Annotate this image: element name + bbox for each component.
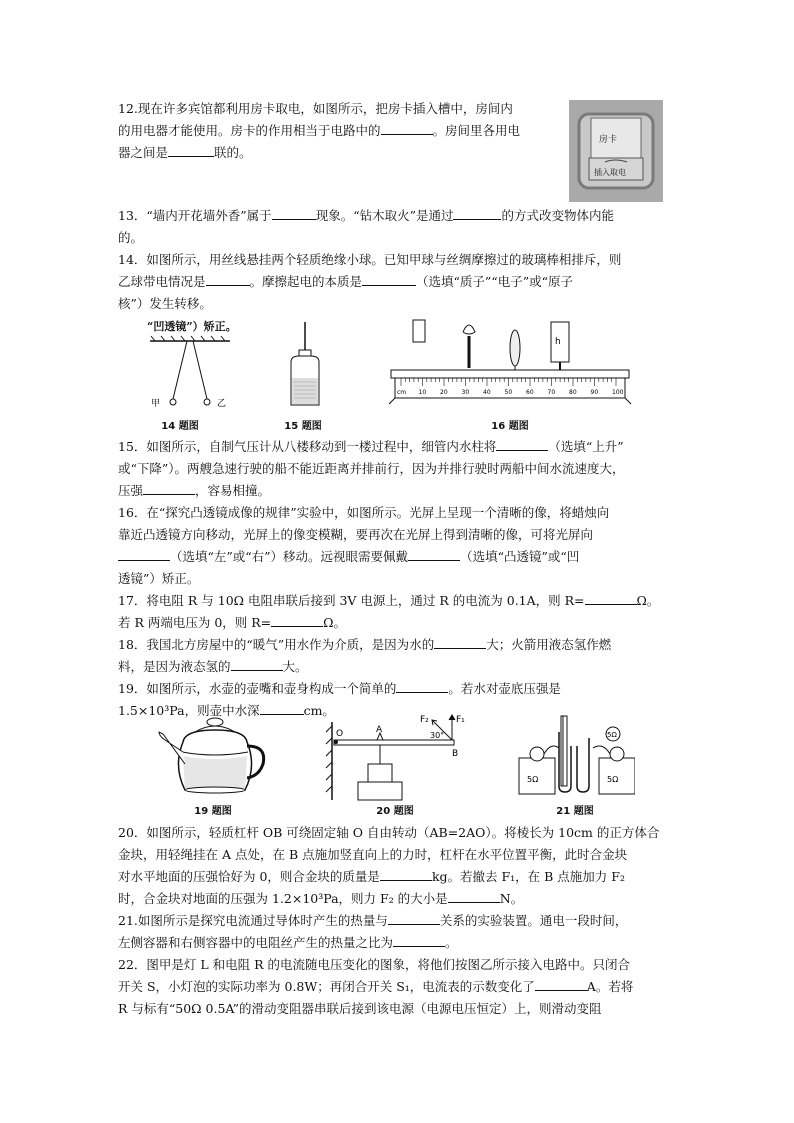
answer-blank[interactable]: [143, 481, 195, 495]
question-15: [118, 436, 688, 502]
q20-line-3: 对水平地面的压强恰好为 0，则合金块的质量是 kg。若撤去 F₁，在 B 点施加力 F₂: [118, 869, 625, 884]
svg-text:h: h: [555, 337, 561, 347]
caption-16: 16 题图: [491, 421, 529, 432]
caption-14: 14 题图: [161, 421, 199, 432]
overflow-text: “凹透镜”）矫正。: [147, 320, 237, 333]
q20-line-2: 金块，用轻绳挂在 A 点处，在 B 点施加竖直向上的力时，杠杆在水平位置平衡，此时合金块: [118, 847, 628, 862]
figure-16: [385, 318, 635, 417]
answer-blank[interactable]: [535, 977, 587, 991]
answer-blank[interactable]: [434, 635, 486, 649]
q22-line-2: 开关 S，小灯泡的实际功率为 0.8W；再闭合开关 S₁，电流表的示数变化了 A。若将: [118, 979, 634, 994]
q14-line-2: 乙球带电情况是 。摩擦起电的本质是 （选填“质子”“电子”或“原子: [118, 274, 573, 289]
q16-line-1: 16．在“探究凸透镜成像的规律”实验中，如图所示。光屏上呈现一个清晰的像，将蜡烛向: [118, 505, 610, 520]
q16-line-3: （选填“左”或“右”）移动。远视眼需要佩戴 （选填“凸透镜”或“凹: [118, 546, 688, 568]
figure-21: [515, 712, 635, 808]
answer-blank[interactable]: [231, 657, 283, 671]
q14-line-1: 14．如图所示，用丝线悬挂两个轻质绝缘小球。已知甲球与丝绸摩擦过的玻璃棒相排斥，则: [118, 252, 622, 267]
label-b: B: [452, 749, 459, 759]
q13-line-1: 13．“墙内开花墙外香”属于 现象。“钻木取火”是通过 的方式改变物体内能: [118, 208, 614, 223]
label-f2: F₂: [420, 715, 429, 725]
ruler-tick-label: 10: [418, 389, 427, 396]
caption-20: 20 题图: [376, 806, 414, 817]
ruler-tick-label: cm: [397, 389, 407, 396]
q13-line-2: 的。: [118, 230, 144, 245]
q12-line-3: 器之间是 联的。: [118, 145, 252, 160]
q22-line-1: 22．图甲是灯 L 和电阻 R 的电流随电压变化的图象，将他们按图乙所示接入电路中。只闭合: [118, 957, 631, 972]
question-13: [118, 205, 678, 249]
room-card-image: [569, 100, 663, 202]
ruler-tick-label: 20: [440, 389, 448, 396]
caption-21: 21 题图: [556, 806, 594, 817]
lever-diagram: [320, 712, 470, 804]
question-14: [118, 249, 688, 315]
answer-blank[interactable]: [585, 591, 637, 605]
question-18: [118, 634, 688, 678]
q14-line-3: 核”）发生转移。: [118, 296, 212, 311]
label-f1: F₁: [456, 715, 465, 725]
label-jia: 甲: [151, 399, 161, 409]
q16-line-2: 靠近凸透镜方向移动，光屏上的像变模糊，要再次在光屏上得到清晰的像，可将光屏向: [118, 527, 594, 542]
answer-blank[interactable]: [453, 206, 501, 220]
q20-line-1: 20．如图所示，轻质杠杆 OB 可绕固定轴 O 自由转动（AB=2AO）。将棱长为 10cm 的正方体合: [118, 825, 660, 840]
question-20: [118, 822, 688, 910]
suspended-balls-diagram: [145, 335, 235, 415]
figure-20: [320, 712, 470, 808]
ball-jia: [170, 399, 176, 405]
question-21: [118, 910, 688, 954]
q20-line-4: 时，合金块对地面的压强为 1.2×10³Pa，则力 F₂ 的大小是 N。: [118, 891, 524, 906]
q12-line-1: 12.现在许多宾馆都利用房卡取电，如图所示，把房卡插入槽中，房间内: [118, 101, 513, 116]
label-o: O: [336, 729, 344, 739]
answer-blank[interactable]: [393, 933, 445, 947]
question-17: [118, 590, 688, 634]
q17-line-2: 若 R 两端电压为 0，则 R= Ω。: [118, 615, 347, 630]
q17-line-1: 17．将电阻 R 与 10Ω 电阻串联后接到 3V 电源上，通过 R 的电流为 0.1A，则 R= Ω。: [118, 593, 660, 608]
q22-line-3: R 与标有“50Ω 0.5A”的滑动变阻器串联后接到该电源（电源电压恒定）上，则滑动变阻: [118, 1001, 602, 1016]
answer-blank[interactable]: [168, 143, 214, 157]
answer-blank[interactable]: [448, 889, 500, 903]
q18-line-1: 18．我国北方房屋中的“暖气”用水作为介质，是因为水的 大；火箭用液态氢作燃: [118, 637, 612, 652]
q15-line-2: 或“下降”）。两艘急速行驶的船不能近距离并排前行，因为并排行驶时两船中间水流速度大，: [118, 461, 625, 476]
q18-line-2: 料，是因为液态氢的 大。: [118, 659, 308, 674]
figure-19: [155, 712, 275, 806]
label-r2: 5Ω: [607, 775, 619, 784]
joule-heat-apparatus: [515, 712, 635, 804]
room-card-photo: [569, 100, 663, 202]
ruler-tick-label: 40: [483, 389, 491, 396]
q19-line-1: 19．如图所示，水壶的壶嘴和壶身构成一个简单的 。若水对壶底压强是: [118, 681, 561, 696]
answer-blank[interactable]: [272, 206, 316, 220]
optical-bench-diagram: [385, 318, 635, 413]
answer-blank[interactable]: [496, 437, 548, 451]
figure-15: [285, 320, 325, 414]
question-12: [118, 98, 568, 164]
answer-blank[interactable]: [362, 272, 416, 286]
teapot-diagram: [155, 712, 275, 802]
ruler-tick-label: 30: [461, 389, 470, 396]
q21-line-2: 左侧容器和右侧容器中的电阻丝产生的热量之比为 。: [118, 935, 458, 950]
answer-blank[interactable]: [380, 867, 432, 881]
label-r3: 5Ω: [607, 731, 617, 739]
ruler-tick-label: 50: [504, 389, 513, 396]
label-a: A: [376, 725, 383, 735]
question-22: [118, 954, 688, 1020]
ruler-tick-label: 60: [526, 389, 534, 396]
q15-line-1: 15．如图所示，自制气压计从八楼移动到一楼过程中，细管内水柱将 （选填“上升”: [118, 439, 624, 454]
card-label: 房卡: [599, 135, 618, 145]
q16-line-4: 透镜”）矫正。: [118, 571, 200, 586]
answer-blank[interactable]: [408, 547, 460, 561]
ruler-tick-label: 80: [569, 389, 577, 396]
q12-line-2: 的用电器才能使用。房卡的作用相当于电路中的 。房间里各用电: [118, 123, 521, 138]
answer-blank[interactable]: [206, 272, 250, 286]
answer-blank[interactable]: [118, 547, 170, 561]
ruler-tick-label: 100: [612, 389, 624, 396]
caption-19: 19 题图: [194, 806, 232, 817]
label-angle: 30°: [430, 731, 445, 740]
answer-blank[interactable]: [388, 911, 440, 925]
figure-14: [145, 335, 235, 419]
label-yi: 乙: [217, 399, 227, 409]
ball-yi: [204, 399, 210, 405]
answer-blank[interactable]: [396, 679, 448, 693]
barometer-bottle-diagram: [285, 320, 325, 410]
label-r1: 5Ω: [527, 775, 539, 784]
answer-blank[interactable]: [381, 121, 433, 135]
q15-line-3: 压强 ，容易相撞。: [118, 483, 271, 498]
ruler-tick-label: 90: [590, 389, 599, 396]
q21-line-1: 21.如图所示是探究电流通过导体时产生的热量与 关系的实验装置。通电一段时间，: [118, 913, 628, 928]
q19-line-2: 1.5×10³Pa，则壶中水深 cm。: [118, 703, 335, 718]
slot-label: 插入取电: [594, 168, 626, 177]
caption-15: 15 题图: [284, 421, 322, 432]
question-16: [118, 502, 688, 590]
ruler-tick-label: 70: [547, 389, 556, 396]
answer-blank[interactable]: [271, 613, 323, 627]
